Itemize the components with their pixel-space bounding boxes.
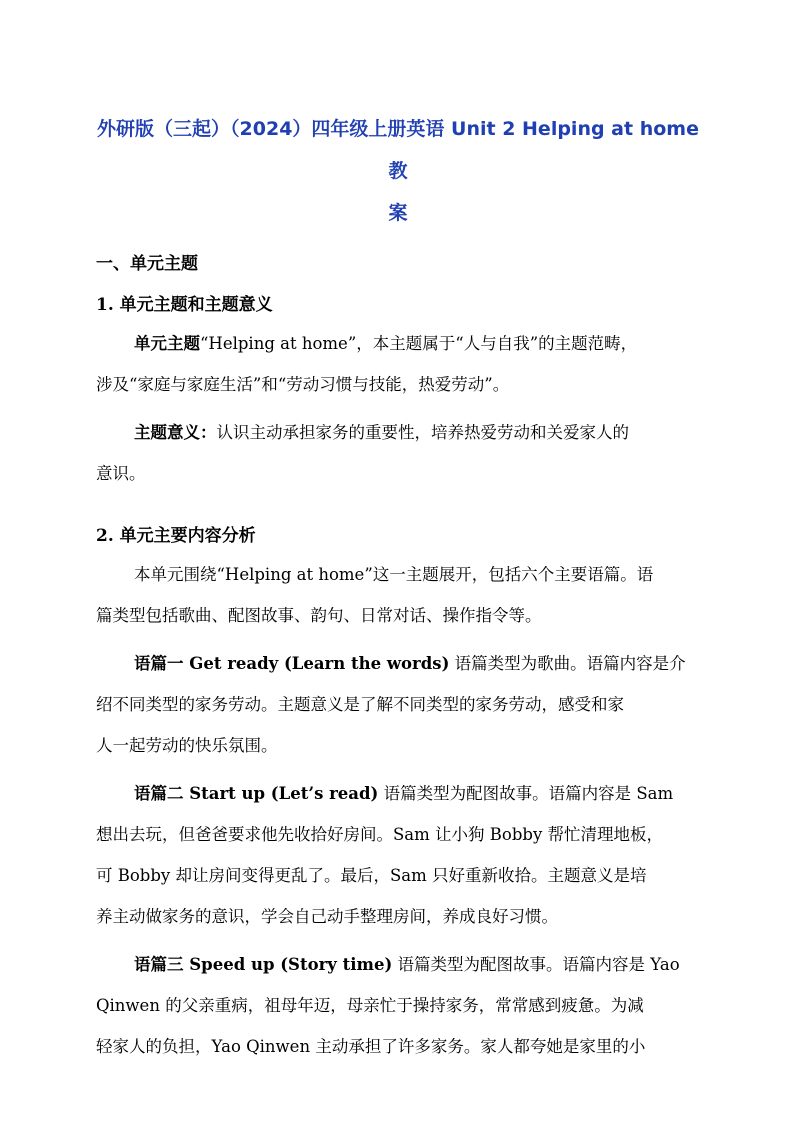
paragraph-text-two <box>96 773 700 937</box>
paragraph-line: 本单元围绕“Helping at home”这一主题展开，包括六个主要语篇。语 <box>134 565 654 584</box>
title-line-2: 案 <box>388 202 408 224</box>
paragraph-line: 篇类型包括歌曲、配图故事、韵句、日常对话、操作指令等。 <box>96 606 542 625</box>
document-page <box>96 108 700 1067</box>
subheading-content-analysis: 2. 单元主要内容分析 <box>96 526 256 546</box>
paragraph-unit-theme <box>96 323 700 405</box>
paragraph-lead: 主题意义： <box>134 423 217 442</box>
paragraph-lead: 语篇二 Start up (Let’s read) <box>134 784 379 803</box>
paragraph-line: 可 Bobby 却让房间变得更乱了。最后，Sam 只好重新收拾。主题意义是培 <box>96 866 647 885</box>
document-title <box>90 108 706 234</box>
paragraph-text-three <box>96 944 700 1067</box>
paragraph-text: “Helping at home”，本主题属于“人与自我”的主题范畴， <box>200 334 638 353</box>
paragraph-text: 语篇类型为配图故事。语篇内容是 Sam <box>378 784 674 803</box>
paragraph-unit-overview <box>96 554 700 636</box>
paragraph-line: 意识。 <box>96 464 146 483</box>
title-line-1: 外研版（三起）（2024）四年级上册英语 Unit 2 Helping at home 教 <box>97 118 699 182</box>
paragraph-line: 涉及“家庭与家庭生活”和“劳动习惯与技能，热爱劳动”。 <box>96 375 510 394</box>
paragraph-line <box>96 412 700 453</box>
paragraph-line: Qinwen 的父亲重病，祖母年迈，母亲忙于操持家务，常常感到疲惫。为减 <box>96 996 644 1015</box>
paragraph-line <box>96 643 700 684</box>
paragraph-lead: 单元主题 <box>134 334 200 353</box>
section-heading-unit-theme: 一、单元主题 <box>96 254 198 274</box>
paragraph-line: 轻家人的负担，Yao Qinwen 主动承担了许多家务。家人都夸她是家里的小 <box>96 1037 646 1056</box>
paragraph-lead: 语篇一 Get ready (Learn the words) <box>134 654 450 673</box>
paragraph-text: 认识主动承担家务的重要性，培养热爱劳动和关爱家人的 <box>216 423 629 442</box>
paragraph-line <box>96 773 700 814</box>
paragraph-line <box>96 944 700 985</box>
paragraph-line: 想出去玩，但爸爸要求他先收拾好房间。Sam 让小狗 Bobby 帮忙清理地板， <box>96 825 664 844</box>
subheading-theme-meaning: 1. 单元主题和主题意义 <box>96 295 273 315</box>
paragraph-text: 语篇类型为配图故事。语篇内容是 Yao <box>392 955 680 974</box>
paragraph-line: 养主动做家务的意识，学会自己动手整理房间，养成良好习惯。 <box>96 907 558 926</box>
paragraph-line: 绍不同类型的家务劳动。主题意义是了解不同类型的家务劳动，感受和家 <box>96 695 624 714</box>
paragraph-lead: 语篇三 Speed up (Story time) <box>134 955 393 974</box>
paragraph-text-one <box>96 643 700 766</box>
paragraph-line: 人一起劳动的快乐氛围。 <box>96 736 278 755</box>
paragraph-text: 语篇类型为歌曲。语篇内容是介 <box>449 654 686 673</box>
paragraph-theme-meaning <box>96 412 700 494</box>
paragraph-line <box>96 323 700 364</box>
